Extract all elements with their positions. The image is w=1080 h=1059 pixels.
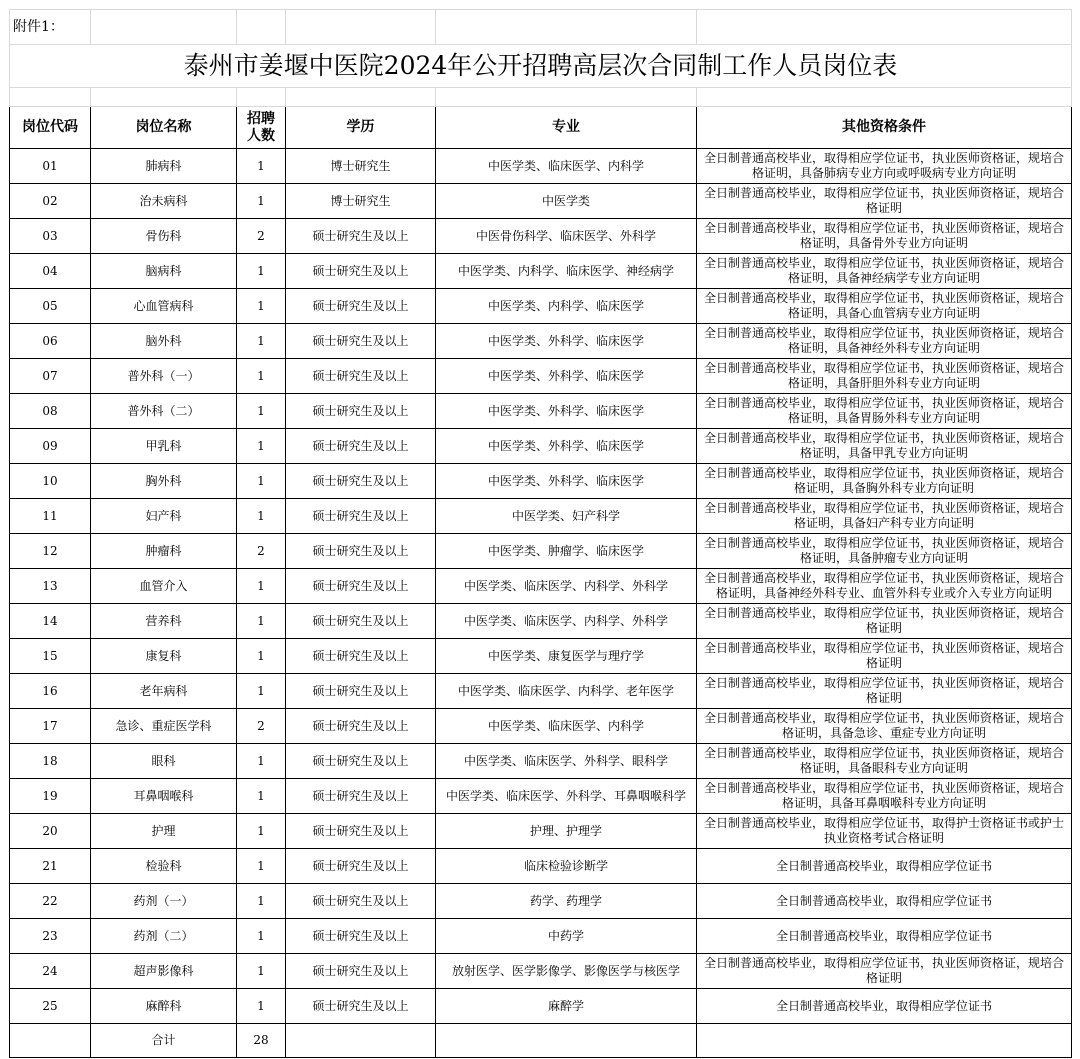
cell-major: 中医学类、临床医学、外科学、眼科学	[436, 744, 697, 779]
table-row	[10, 709, 1072, 744]
cell-other: 全日制普通高校毕业，取得相应学位证书，执业医师资格证，规培合格证明，具备胸外科专业方向证明	[697, 464, 1072, 499]
cell-code: 15	[10, 639, 91, 674]
cell-name: 营养科	[91, 604, 237, 639]
cell-major: 中医学类	[436, 184, 697, 219]
cell-name: 脑外科	[91, 324, 237, 359]
cell-name: 老年病科	[91, 674, 237, 709]
cell-blank	[10, 1024, 91, 1058]
cell-major: 中医学类、临床医学、内科学	[436, 709, 697, 744]
cell-count: 1	[237, 464, 286, 499]
cell-other: 全日制普通高校毕业，取得相应学位证书，执业医师资格证，规培合格证明，具备胃肠外科专业方向证明	[697, 394, 1072, 429]
cell-code: 19	[10, 779, 91, 814]
header-name: 岗位名称	[91, 107, 237, 149]
table-row	[10, 884, 1072, 919]
cell-major: 中医骨伤科学、临床医学、外科学	[436, 219, 697, 254]
cell-count: 1	[237, 849, 286, 884]
cell-code: 22	[10, 884, 91, 919]
cell-education: 硕士研究生及以上	[286, 639, 436, 674]
cell-major: 中医学类、临床医学、外科学、耳鼻咽喉科学	[436, 779, 697, 814]
cell-code: 05	[10, 289, 91, 324]
cell-education: 硕士研究生及以上	[286, 394, 436, 429]
cell-major: 中医学类、内科学、临床医学	[436, 289, 697, 324]
cell-code: 20	[10, 814, 91, 849]
cell-education: 硕士研究生及以上	[286, 814, 436, 849]
cell-education: 硕士研究生及以上	[286, 709, 436, 744]
cell-count: 1	[237, 919, 286, 954]
cell-education: 硕士研究生及以上	[286, 919, 436, 954]
table-row	[10, 674, 1072, 709]
positions-table	[9, 9, 1072, 1058]
cell-education: 硕士研究生及以上	[286, 604, 436, 639]
cell-name: 血管介入	[91, 569, 237, 604]
cell-code: 16	[10, 674, 91, 709]
cell-name: 骨伤科	[91, 219, 237, 254]
cell-count: 2	[237, 219, 286, 254]
cell-count: 1	[237, 359, 286, 394]
table-row	[10, 849, 1072, 884]
cell-other: 全日制普通高校毕业，取得相应学位证书，执业医师资格证，规培合格证明，具备肿瘤专业方向证明	[697, 534, 1072, 569]
cell-education: 硕士研究生及以上	[286, 989, 436, 1024]
cell-code: 06	[10, 324, 91, 359]
cell-code: 08	[10, 394, 91, 429]
cell-code: 18	[10, 744, 91, 779]
cell-code: 21	[10, 849, 91, 884]
cell-name: 胸外科	[91, 464, 237, 499]
cell-education: 硕士研究生及以上	[286, 779, 436, 814]
cell-name: 耳鼻咽喉科	[91, 779, 237, 814]
cell-major: 中医学类、临床医学、内科学、老年医学	[436, 674, 697, 709]
cell-code: 02	[10, 184, 91, 219]
table-row	[10, 324, 1072, 359]
header-other: 其他资格条件	[697, 107, 1072, 149]
cell-other: 全日制普通高校毕业，取得相应学位证书	[697, 989, 1072, 1024]
cell-major: 中医学类、外科学、临床医学	[436, 394, 697, 429]
cell-major: 中医学类、内科学、临床医学、神经病学	[436, 254, 697, 289]
table-row	[10, 429, 1072, 464]
cell-count: 1	[237, 989, 286, 1024]
cell-other: 全日制普通高校毕业，取得相应学位证书，执业医师资格证，规培合格证明，具备神经外科专业方向证明	[697, 324, 1072, 359]
cell-education: 硕士研究生及以上	[286, 359, 436, 394]
cell-name: 眼科	[91, 744, 237, 779]
cell-education: 硕士研究生及以上	[286, 569, 436, 604]
cell-other: 全日制普通高校毕业，取得相应学位证书，执业医师资格证，规培合格证明，具备神经病学专业方向证明	[697, 254, 1072, 289]
cell-count: 1	[237, 744, 286, 779]
header-major: 专业	[436, 107, 697, 149]
table-row	[10, 499, 1072, 534]
total-count: 28	[237, 1024, 286, 1058]
table-row	[10, 779, 1072, 814]
cell-other: 全日制普通高校毕业，取得相应学位证书，执业医师资格证，规培合格证明	[697, 604, 1072, 639]
header-count: 招聘人数	[237, 107, 286, 149]
cell-other: 全日制普通高校毕业，取得相应学位证书，执业医师资格证，规培合格证明，具备骨外专业方向证明	[697, 219, 1072, 254]
cell-education: 硕士研究生及以上	[286, 674, 436, 709]
total-row	[10, 1024, 1072, 1058]
cell-other: 全日制普通高校毕业，取得相应学位证书，执业医师资格证，规培合格证明，具备甲乳专业方向证明	[697, 429, 1072, 464]
cell-education: 硕士研究生及以上	[286, 464, 436, 499]
cell-other: 全日制普通高校毕业，取得相应学位证书	[697, 919, 1072, 954]
cell-other: 全日制普通高校毕业，取得相应学位证书，执业医师资格证，规培合格证明	[697, 184, 1072, 219]
table-row	[10, 289, 1072, 324]
cell-code: 03	[10, 219, 91, 254]
attachment-row	[10, 10, 1072, 45]
cell-education: 硕士研究生及以上	[286, 429, 436, 464]
cell-name: 普外科（一）	[91, 359, 237, 394]
table-row	[10, 464, 1072, 499]
cell-other: 全日制普通高校毕业，取得相应学位证书，执业医师资格证，规培合格证明，具备耳鼻咽喉科专业方向证明	[697, 779, 1072, 814]
cell-education: 硕士研究生及以上	[286, 884, 436, 919]
table-row	[10, 359, 1072, 394]
cell-major: 中医学类、外科学、临床医学	[436, 324, 697, 359]
cell-name: 检验科	[91, 849, 237, 884]
cell-other: 全日制普通高校毕业，取得相应学位证书，执业医师资格证，规培合格证明	[697, 674, 1072, 709]
cell-blank	[697, 1024, 1072, 1058]
cell-other: 全日制普通高校毕业，取得相应学位证书，执业医师资格证，规培合格证明，具备肺病专业方向或呼吸病专业方向证明	[697, 149, 1072, 184]
cell-count: 1	[237, 779, 286, 814]
cell-other: 全日制普通高校毕业，取得相应学位证书，执业医师资格证，规培合格证明，具备神经外科专业、血管外科专业或介入专业方向证明	[697, 569, 1072, 604]
table-row	[10, 254, 1072, 289]
cell-count: 1	[237, 499, 286, 534]
cell-name: 护理	[91, 814, 237, 849]
cell-name: 药剂（二）	[91, 919, 237, 954]
header-code: 岗位代码	[10, 107, 91, 149]
cell-name: 超声影像科	[91, 954, 237, 989]
table-row	[10, 814, 1072, 849]
cell-name: 甲乳科	[91, 429, 237, 464]
cell-major: 中医学类、临床医学、内科学、外科学	[436, 604, 697, 639]
cell-count: 1	[237, 289, 286, 324]
cell-code: 09	[10, 429, 91, 464]
cell-major: 护理、护理学	[436, 814, 697, 849]
cell-education: 博士研究生	[286, 149, 436, 184]
table-row	[10, 149, 1072, 184]
cell-code: 12	[10, 534, 91, 569]
cell-other: 全日制普通高校毕业，取得相应学位证书	[697, 884, 1072, 919]
cell-code: 07	[10, 359, 91, 394]
attachment-label: 附件1：	[10, 10, 91, 45]
cell-code: 14	[10, 604, 91, 639]
cell-blank	[286, 1024, 436, 1058]
cell-major: 药学、药理学	[436, 884, 697, 919]
cell-count: 1	[237, 569, 286, 604]
total-label: 合计	[91, 1024, 237, 1058]
cell-count: 1	[237, 429, 286, 464]
cell-count: 2	[237, 709, 286, 744]
cell-other: 全日制普通高校毕业，取得相应学位证书，执业医师资格证，规培合格证明	[697, 639, 1072, 674]
cell-name: 麻醉科	[91, 989, 237, 1024]
cell-count: 1	[237, 254, 286, 289]
cell-major: 中医学类、外科学、临床医学	[436, 429, 697, 464]
cell-count: 1	[237, 954, 286, 989]
cell-name: 心血管病科	[91, 289, 237, 324]
cell-other: 全日制普通高校毕业，取得相应学位证书，执业医师资格证，规培合格证明，具备眼科专业方向证明	[697, 744, 1072, 779]
header-row	[10, 107, 1072, 149]
table-row	[10, 219, 1072, 254]
cell-education: 硕士研究生及以上	[286, 289, 436, 324]
table-row	[10, 919, 1072, 954]
cell-count: 1	[237, 394, 286, 429]
cell-blank	[436, 1024, 697, 1058]
cell-name: 妇产科	[91, 499, 237, 534]
table-row	[10, 744, 1072, 779]
cell-code: 10	[10, 464, 91, 499]
cell-major: 中医学类、外科学、临床医学	[436, 464, 697, 499]
table-row	[10, 394, 1072, 429]
cell-name: 治未病科	[91, 184, 237, 219]
table-row	[10, 569, 1072, 604]
cell-code: 17	[10, 709, 91, 744]
cell-count: 1	[237, 674, 286, 709]
cell-major: 中医学类、临床医学、内科学	[436, 149, 697, 184]
table-row	[10, 989, 1072, 1024]
table-row	[10, 954, 1072, 989]
table-row	[10, 184, 1072, 219]
cell-code: 24	[10, 954, 91, 989]
cell-major: 中医学类、外科学、临床医学	[436, 359, 697, 394]
cell-education: 硕士研究生及以上	[286, 849, 436, 884]
table-row	[10, 604, 1072, 639]
title-row	[10, 45, 1072, 88]
cell-code: 23	[10, 919, 91, 954]
cell-education: 博士研究生	[286, 184, 436, 219]
cell-count: 1	[237, 149, 286, 184]
cell-count: 1	[237, 884, 286, 919]
cell-code: 01	[10, 149, 91, 184]
cell-code: 13	[10, 569, 91, 604]
cell-other: 全日制普通高校毕业，取得相应学位证书	[697, 849, 1072, 884]
cell-other: 全日制普通高校毕业，取得相应学位证书，执业医师资格证，规培合格证明，具备心血管病专业方向证明	[697, 289, 1072, 324]
cell-count: 1	[237, 604, 286, 639]
table-row	[10, 639, 1072, 674]
cell-count: 1	[237, 639, 286, 674]
cell-name: 脑病科	[91, 254, 237, 289]
cell-education: 硕士研究生及以上	[286, 219, 436, 254]
header-education: 学历	[286, 107, 436, 149]
cell-other: 全日制普通高校毕业，取得相应学位证书，执业医师资格证，规培合格证明，具备妇产科专业方向证明	[697, 499, 1072, 534]
cell-name: 急诊、重症医学科	[91, 709, 237, 744]
cell-major: 中医学类、肿瘤学、临床医学	[436, 534, 697, 569]
cell-count: 2	[237, 534, 286, 569]
cell-name: 药剂（一）	[91, 884, 237, 919]
table-row	[10, 534, 1072, 569]
cell-count: 1	[237, 814, 286, 849]
cell-name: 康复科	[91, 639, 237, 674]
cell-major: 中医学类、妇产科学	[436, 499, 697, 534]
cell-code: 04	[10, 254, 91, 289]
cell-name: 普外科（二）	[91, 394, 237, 429]
cell-other: 全日制普通高校毕业，取得相应学位证书，执业医师资格证，规培合格证明，具备肝胆外科专业方向证明	[697, 359, 1072, 394]
cell-education: 硕士研究生及以上	[286, 534, 436, 569]
cell-education: 硕士研究生及以上	[286, 954, 436, 989]
cell-major: 中药学	[436, 919, 697, 954]
cell-code: 25	[10, 989, 91, 1024]
cell-count: 1	[237, 324, 286, 359]
cell-other: 全日制普通高校毕业，取得相应学位证书，取得护士资格证书或护士执业资格考试合格证明	[697, 814, 1072, 849]
cell-major: 放射医学、医学影像学、影像医学与核医学	[436, 954, 697, 989]
cell-education: 硕士研究生及以上	[286, 744, 436, 779]
cell-code: 11	[10, 499, 91, 534]
cell-education: 硕士研究生及以上	[286, 324, 436, 359]
cell-name: 肿瘤科	[91, 534, 237, 569]
cell-other: 全日制普通高校毕业，取得相应学位证书，执业医师资格证，规培合格证明，具备急诊、重症专业方向证明	[697, 709, 1072, 744]
cell-major: 麻醉学	[436, 989, 697, 1024]
spacer-row	[10, 88, 1072, 107]
cell-education: 硕士研究生及以上	[286, 499, 436, 534]
cell-education: 硕士研究生及以上	[286, 254, 436, 289]
cell-major: 中医学类、临床医学、内科学、外科学	[436, 569, 697, 604]
cell-major: 临床检验诊断学	[436, 849, 697, 884]
cell-count: 1	[237, 184, 286, 219]
cell-name: 肺病科	[91, 149, 237, 184]
cell-other: 全日制普通高校毕业，取得相应学位证书，执业医师资格证，规培合格证明	[697, 954, 1072, 989]
cell-major: 中医学类、康复医学与理疗学	[436, 639, 697, 674]
page-title: 泰州市姜堰中医院2024年公开招聘高层次合同制工作人员岗位表	[10, 45, 1072, 88]
